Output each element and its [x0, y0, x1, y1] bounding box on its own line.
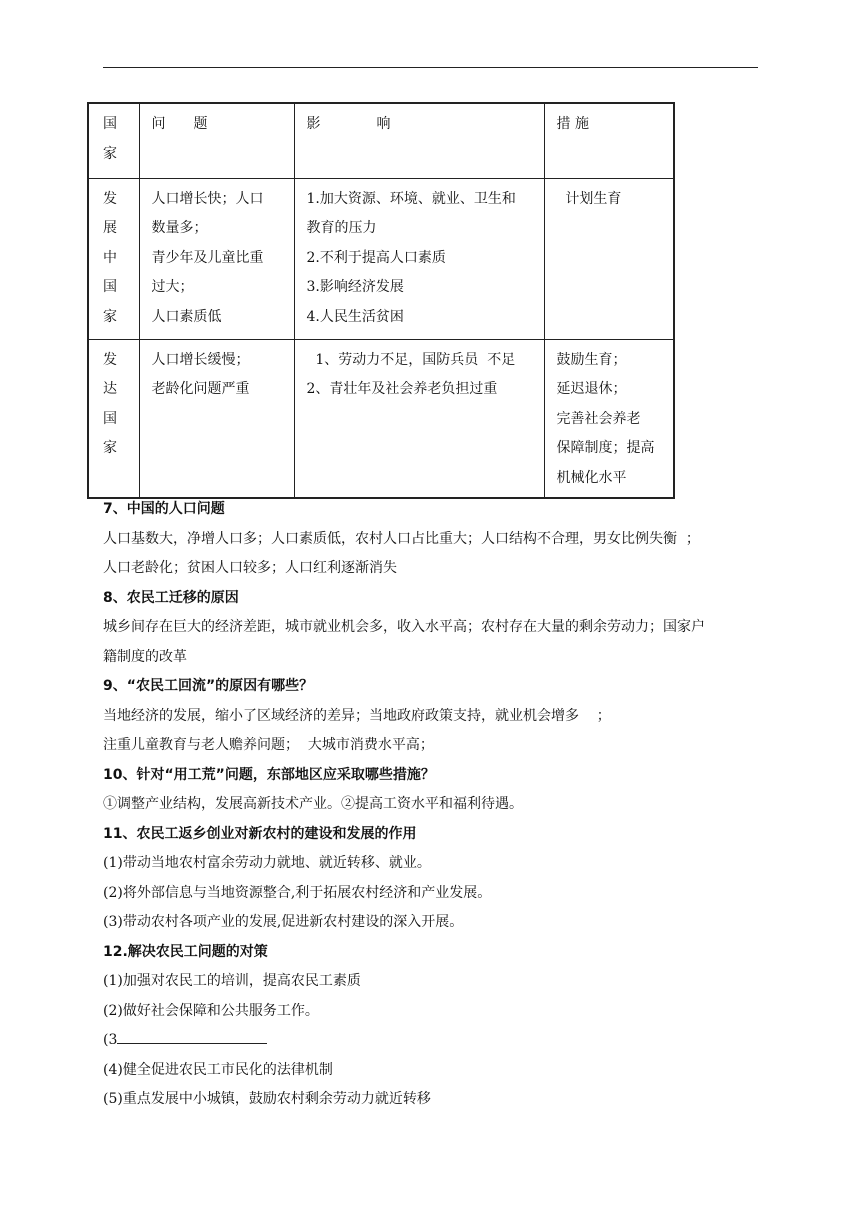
section-11: [103, 820, 763, 938]
impact-line: 1.加大资源、环境、就业、卫生和: [306, 190, 516, 207]
list-item: (2)做好社会保障和公共服务工作。: [103, 1002, 319, 1019]
country-char: 达: [103, 381, 117, 397]
paragraph-line: 城乡间存在巨大的经济差距，城市就业机会多，收入水平高；农村存在大量的剩余劳动力；国家户: [103, 619, 705, 635]
country-char: 发: [103, 190, 117, 207]
blank-prefix: (3: [103, 1032, 118, 1048]
section-7: [103, 495, 763, 584]
table-row: [88, 178, 674, 339]
header-impact-label: 影 响: [306, 116, 391, 132]
section-heading: 9、“农民工回流”的原因有哪些？: [103, 678, 314, 694]
section-8: [103, 584, 763, 673]
header-country-char: 国: [103, 116, 117, 132]
section-10: [103, 761, 763, 820]
fill-in-blank-line: [117, 1029, 267, 1044]
header-rule: [103, 67, 758, 68]
paragraph-line: 当地经济的发展，缩小了区域经济的差异；当地政府政策支持，就业机会增多 ；: [103, 707, 611, 724]
country-char: 中: [103, 249, 117, 266]
impact-cell: [294, 178, 544, 339]
paragraph-line: 人口基数大，净增人口多；人口素质低，农村人口占比重大；人口结构不合理，男女比例失衡 ；: [103, 530, 700, 547]
measures-line: 完善社会养老: [556, 410, 641, 427]
impact-line: 1、劳动力不足，国防兵员 不足: [306, 351, 516, 368]
header-measures-cell: [544, 103, 674, 178]
section-heading: 8、农民工迁移的原因: [103, 589, 239, 606]
header-impact-cell: [294, 103, 544, 178]
document-body: [103, 495, 763, 1115]
country-cell: [88, 178, 139, 339]
country-char: 国: [103, 279, 117, 295]
list-item: (1)带动当地农村富余劳动力就地、就近转移、就业。: [103, 855, 431, 871]
section-12: [103, 938, 763, 1115]
section-heading: 11、农民工返乡创业对新农村的建设和发展的作用: [103, 825, 417, 842]
paragraph-line: ①调整产业结构，发展高新技术产业。②提高工资水平和福利待遇。: [103, 796, 523, 812]
measures-line: 保障制度；提高: [556, 440, 655, 456]
measures-line: 计划生育: [556, 190, 622, 207]
impact-line: 2、青壮年及社会养老负担过重: [306, 381, 498, 397]
section-heading: 12.解决农民工问题的对策: [103, 943, 268, 960]
header-problem-label: 问 题: [151, 116, 208, 132]
impact-line: 教育的压力: [306, 220, 377, 236]
list-item: (2)将外部信息与当地资源整合,利于拓展农村经济和产业发展。: [103, 884, 492, 901]
paragraph-line: 人口老龄化；贫困人口较多；人口红利逐渐消失: [103, 560, 397, 576]
paragraph-line: 注重儿童教育与老人赡养问题； 大城市消费水平高；: [103, 737, 434, 753]
problem-cell: [139, 178, 294, 339]
population-issues-table: [87, 102, 675, 499]
impact-cell: [294, 339, 544, 498]
header-problem-cell: [139, 103, 294, 178]
header-measures-label: 措 施: [556, 116, 589, 132]
country-char: 发: [103, 351, 117, 368]
measures-line: 机械化水平: [556, 469, 627, 486]
table-row: [88, 339, 674, 498]
problem-line: 数量多；: [151, 220, 208, 236]
list-item: (1)加强对农民工的培训，提高农民工素质: [103, 973, 361, 989]
problem-cell: [139, 339, 294, 498]
problem-line: 人口增长缓慢；: [151, 351, 250, 368]
section-heading: 10、针对“用工荒”问题，东部地区应采取哪些措施？: [103, 766, 435, 783]
country-char: 国: [103, 410, 117, 427]
list-item: (4)健全促进农民工市民化的法律机制: [103, 1061, 333, 1078]
table-header-row: [88, 103, 674, 178]
country-char: 展: [103, 220, 117, 236]
impact-line: 4.人民生活贫困: [306, 308, 404, 325]
problem-line: 过大；: [151, 279, 194, 295]
country-cell: [88, 339, 139, 498]
impact-line: 2.不利于提高人口素质: [306, 249, 446, 266]
impact-line: 3.影响经济发展: [306, 279, 404, 295]
paragraph-line: 籍制度的改革: [103, 648, 187, 665]
list-item: (5)重点发展中小城镇，鼓励农村剩余劳动力就近转移: [103, 1091, 431, 1107]
measures-cell: [544, 339, 674, 498]
measures-line: 鼓励生育；: [556, 351, 627, 368]
section-9: [103, 672, 763, 761]
problem-line: 青少年及儿童比重: [151, 249, 264, 266]
list-item: (3)带动农村各项产业的发展,促进新农村建设的深入开展。: [103, 914, 464, 930]
country-char: 家: [103, 440, 117, 456]
problem-line: 人口增长快；人口: [151, 190, 264, 207]
header-country-char: 家: [103, 145, 117, 162]
measures-line: 延迟退休；: [556, 381, 627, 397]
problem-line: 老龄化问题严重: [151, 381, 250, 397]
country-char: 家: [103, 308, 117, 325]
list-item-blank: [103, 1026, 763, 1056]
problem-line: 人口素质低: [151, 308, 222, 325]
header-country-cell: [88, 103, 139, 178]
measures-cell: [544, 178, 674, 339]
section-heading: 7、中国的人口问题: [103, 501, 225, 517]
